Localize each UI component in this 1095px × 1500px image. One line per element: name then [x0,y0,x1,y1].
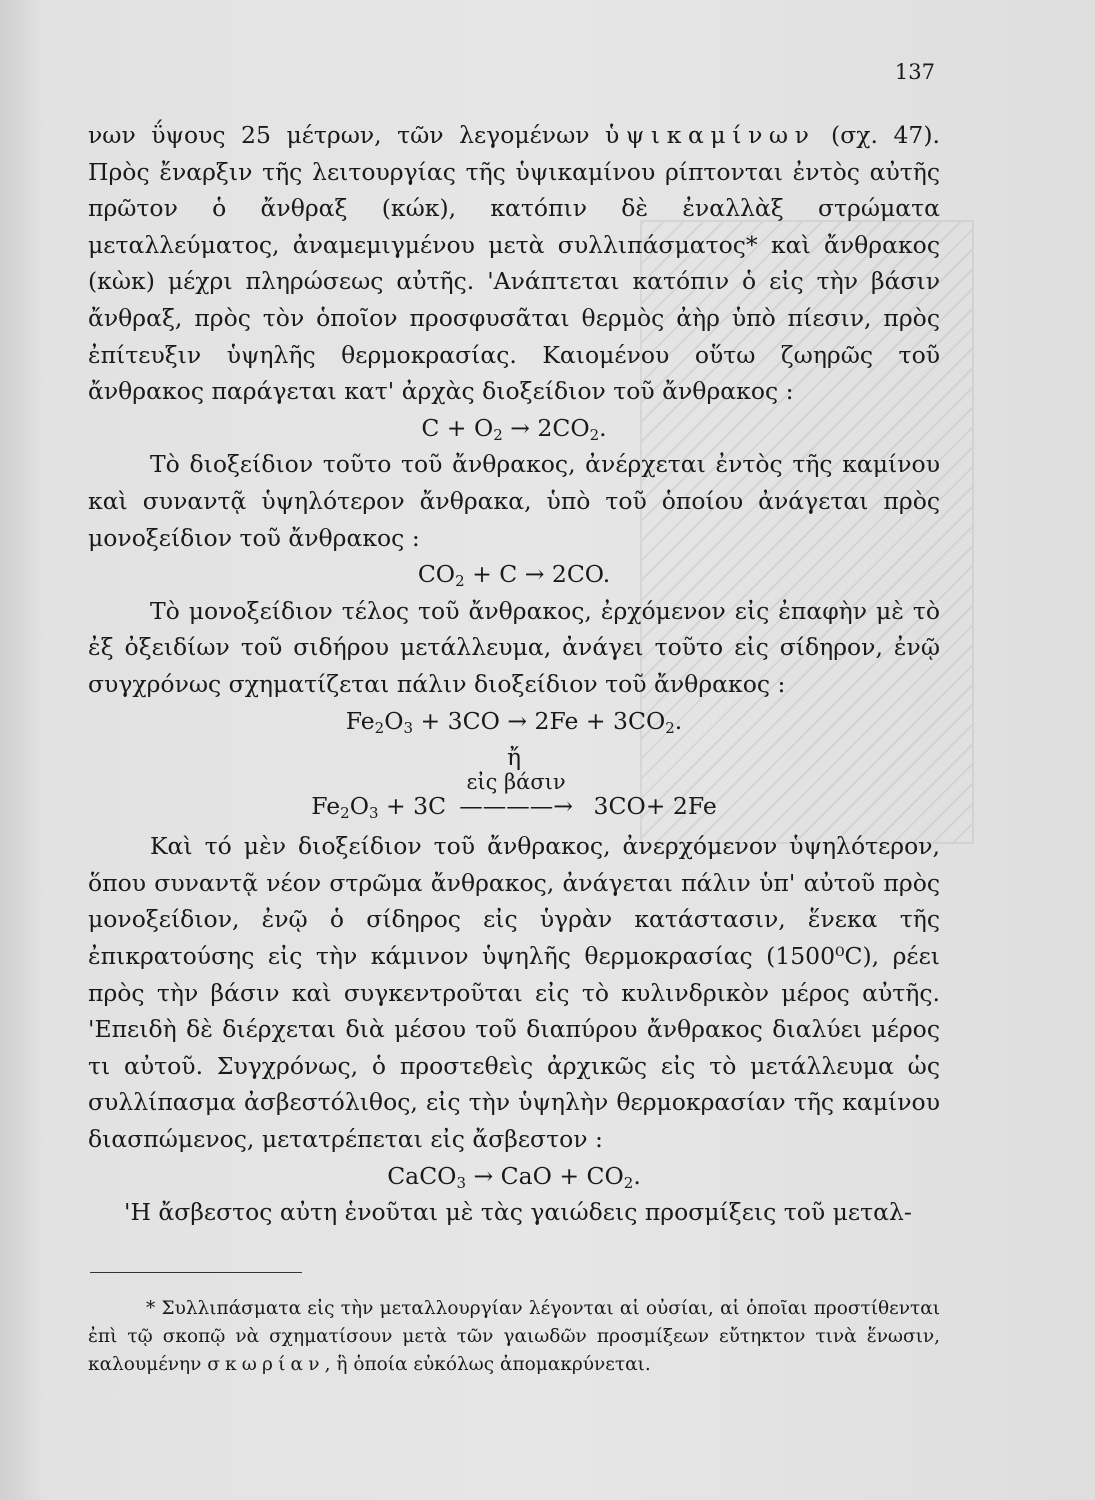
equation-3: $Fe_2O_3 + 3CO \to 2Fe + 3CO_2$. [345,706,683,737]
page-number: 137 [894,60,935,84]
reaction-arrow: εἰς βάσιν ————→ [446,788,586,825]
footnote: * Συλλιπάσματα εἰς τὴν μεταλλουργίαν λέγονται αἱ οὐσίαι, αἱ ὁποῖαι προστίθενται ἐπὶ τῷ σκοπῷ νὰ σχηματίσουν μετὰ τῶν γαιωδῶν προσμίξεων εὔτηκτον τινὰ ἕνωσιν, καλουμένην σκωρίαν, ἣ ὁποία εὐκόλως ἀπομακρύνεται. [88,1298,940,1375]
paragraph-2: Τὸ διοξείδιον τοῦτο τοῦ ἄνθρακος, ἀνέρχεται ἐντὸς τῆς καμίνου καὶ συναντᾷ ὑψηλότερον ἄνθρακα, ὑπὸ τοῦ ὁποίου ἀνάγεται πρὸς μονοξείδιον τοῦ ἄνθρακος : [88,450,940,552]
main-text [88,117,940,1231]
paragraph-4: Καὶ τό μὲν διοξείδιον τοῦ ἄνθρακος, ἀνερχόμενον ὑψηλότερον, ὅπου συναντᾷ νέον στρῶμα ἄνθρακος, ἀνάγεται πάλιν ὑπ' αὐτοῦ πρὸς μονοξείδιον, ἐνῷ ὁ σίδηρος εἰς ὑγρὰν κατάστασιν, ἕνεκα τῆς ἐπικρατούσης εἰς τὴν κάμινον ὑψηλῆς θερμοκρασίας (1500⁰C), ρέει πρὸς τὴν βάσιν καὶ συγκεντροῦται εἰς τὸ κυλινδρικὸν μέρος αὐτῆς. 'Επειδὴ δὲ διέρχεται διὰ μέσου τοῦ διαπύρου ἄνθρακος διαλύει μέρος τι αὐτοῦ. Συγχρόνως, ὁ προστεθεὶς ἀρχικῶς εἰς τὸ μετάλλευμα ὡς συλλίπασμα ἀσβεστόλιθος, εἰς τὴν ὑψηλὴν θερμοκρασίαν τῆς καμίνου διασπώμενος, μετατρέπεται εἰς ἄσβεστον : [88,832,940,1154]
paragraph-3: Τὸ μονοξείδιον τέλος τοῦ ἄνθρακος, ἐρχόμενον εἰς ἐπαφὴν μὲ τὸ ἐξ ὀξειδίων τοῦ σιδήρου μετάλλευμα, ἀνάγει τοῦτο εἰς σίδηρον, ἐνῷ συγχρόνως σχηματίζεται πάλιν διοξείδιον τοῦ ἄνθρακος : [88,596,940,698]
equation-5: CaCO$_3$ → CaO + $CO_2$. [387,1161,641,1192]
equation-4: $Fe_2O_3 + 3C$ εἰς βάσιν ————→ 3CO+ 2Fe [88,788,940,825]
paragraph-5: 'Η ἄσβεστος αὐτη ἑνοῦται μὲ τὰς γαιώδεις προσμίξεις τοῦ μεταλ- [124,1198,912,1227]
footnote-divider [90,1272,302,1273]
equation-2: $CO_2 + C \to 2CO$. [417,560,611,591]
or-connector: ἤ [506,743,522,772]
paragraph-1: νων ΰψους 25 μέτρων, τῶν λεγομένων ὑψικαμίνων (σχ. 47). Πρὸς ἔναρξιν τῆς λειτουργίας τῆς ὑψικαμίνου ρίπτονται ἐντὸς αὐτῆς πρῶτον ὁ ἄνθραξ (κώκ), κατόπιν δὲ ἐναλλὰξ στρώματα μεταλλεύματος, ἀναμεμιγμένου μετὰ συλλιπάσματος* καὶ ἄνθρακος (κὼκ) μέχρι πληρώσεως αὐτῆς. 'Ανάπτεται κατόπιν ὁ εἰς τὴν βάσιν ἄνθραξ, πρὸς τὸν ὁποῖον προσφυσᾶται θερμὸς ἀὴρ ὑπὸ πίεσιν, πρὸς ἐπίτευξιν ὑψηλῆς θερμοκρασίας. Καιομένου οὕτω ζωηρῶς τοῦ ἄνθρακος παράγεται κατ' ἀρχὰς διοξείδιον τοῦ ἄνθρακος : [88,121,941,406]
spaced-term: σκωρίαν [207,1354,325,1375]
spaced-term: ὑψικαμίνων [605,121,816,149]
equation-1: $C + O_2 \to 2CO_2$. [421,413,607,444]
arrow-condition: εἰς βάσιν [466,769,566,794]
